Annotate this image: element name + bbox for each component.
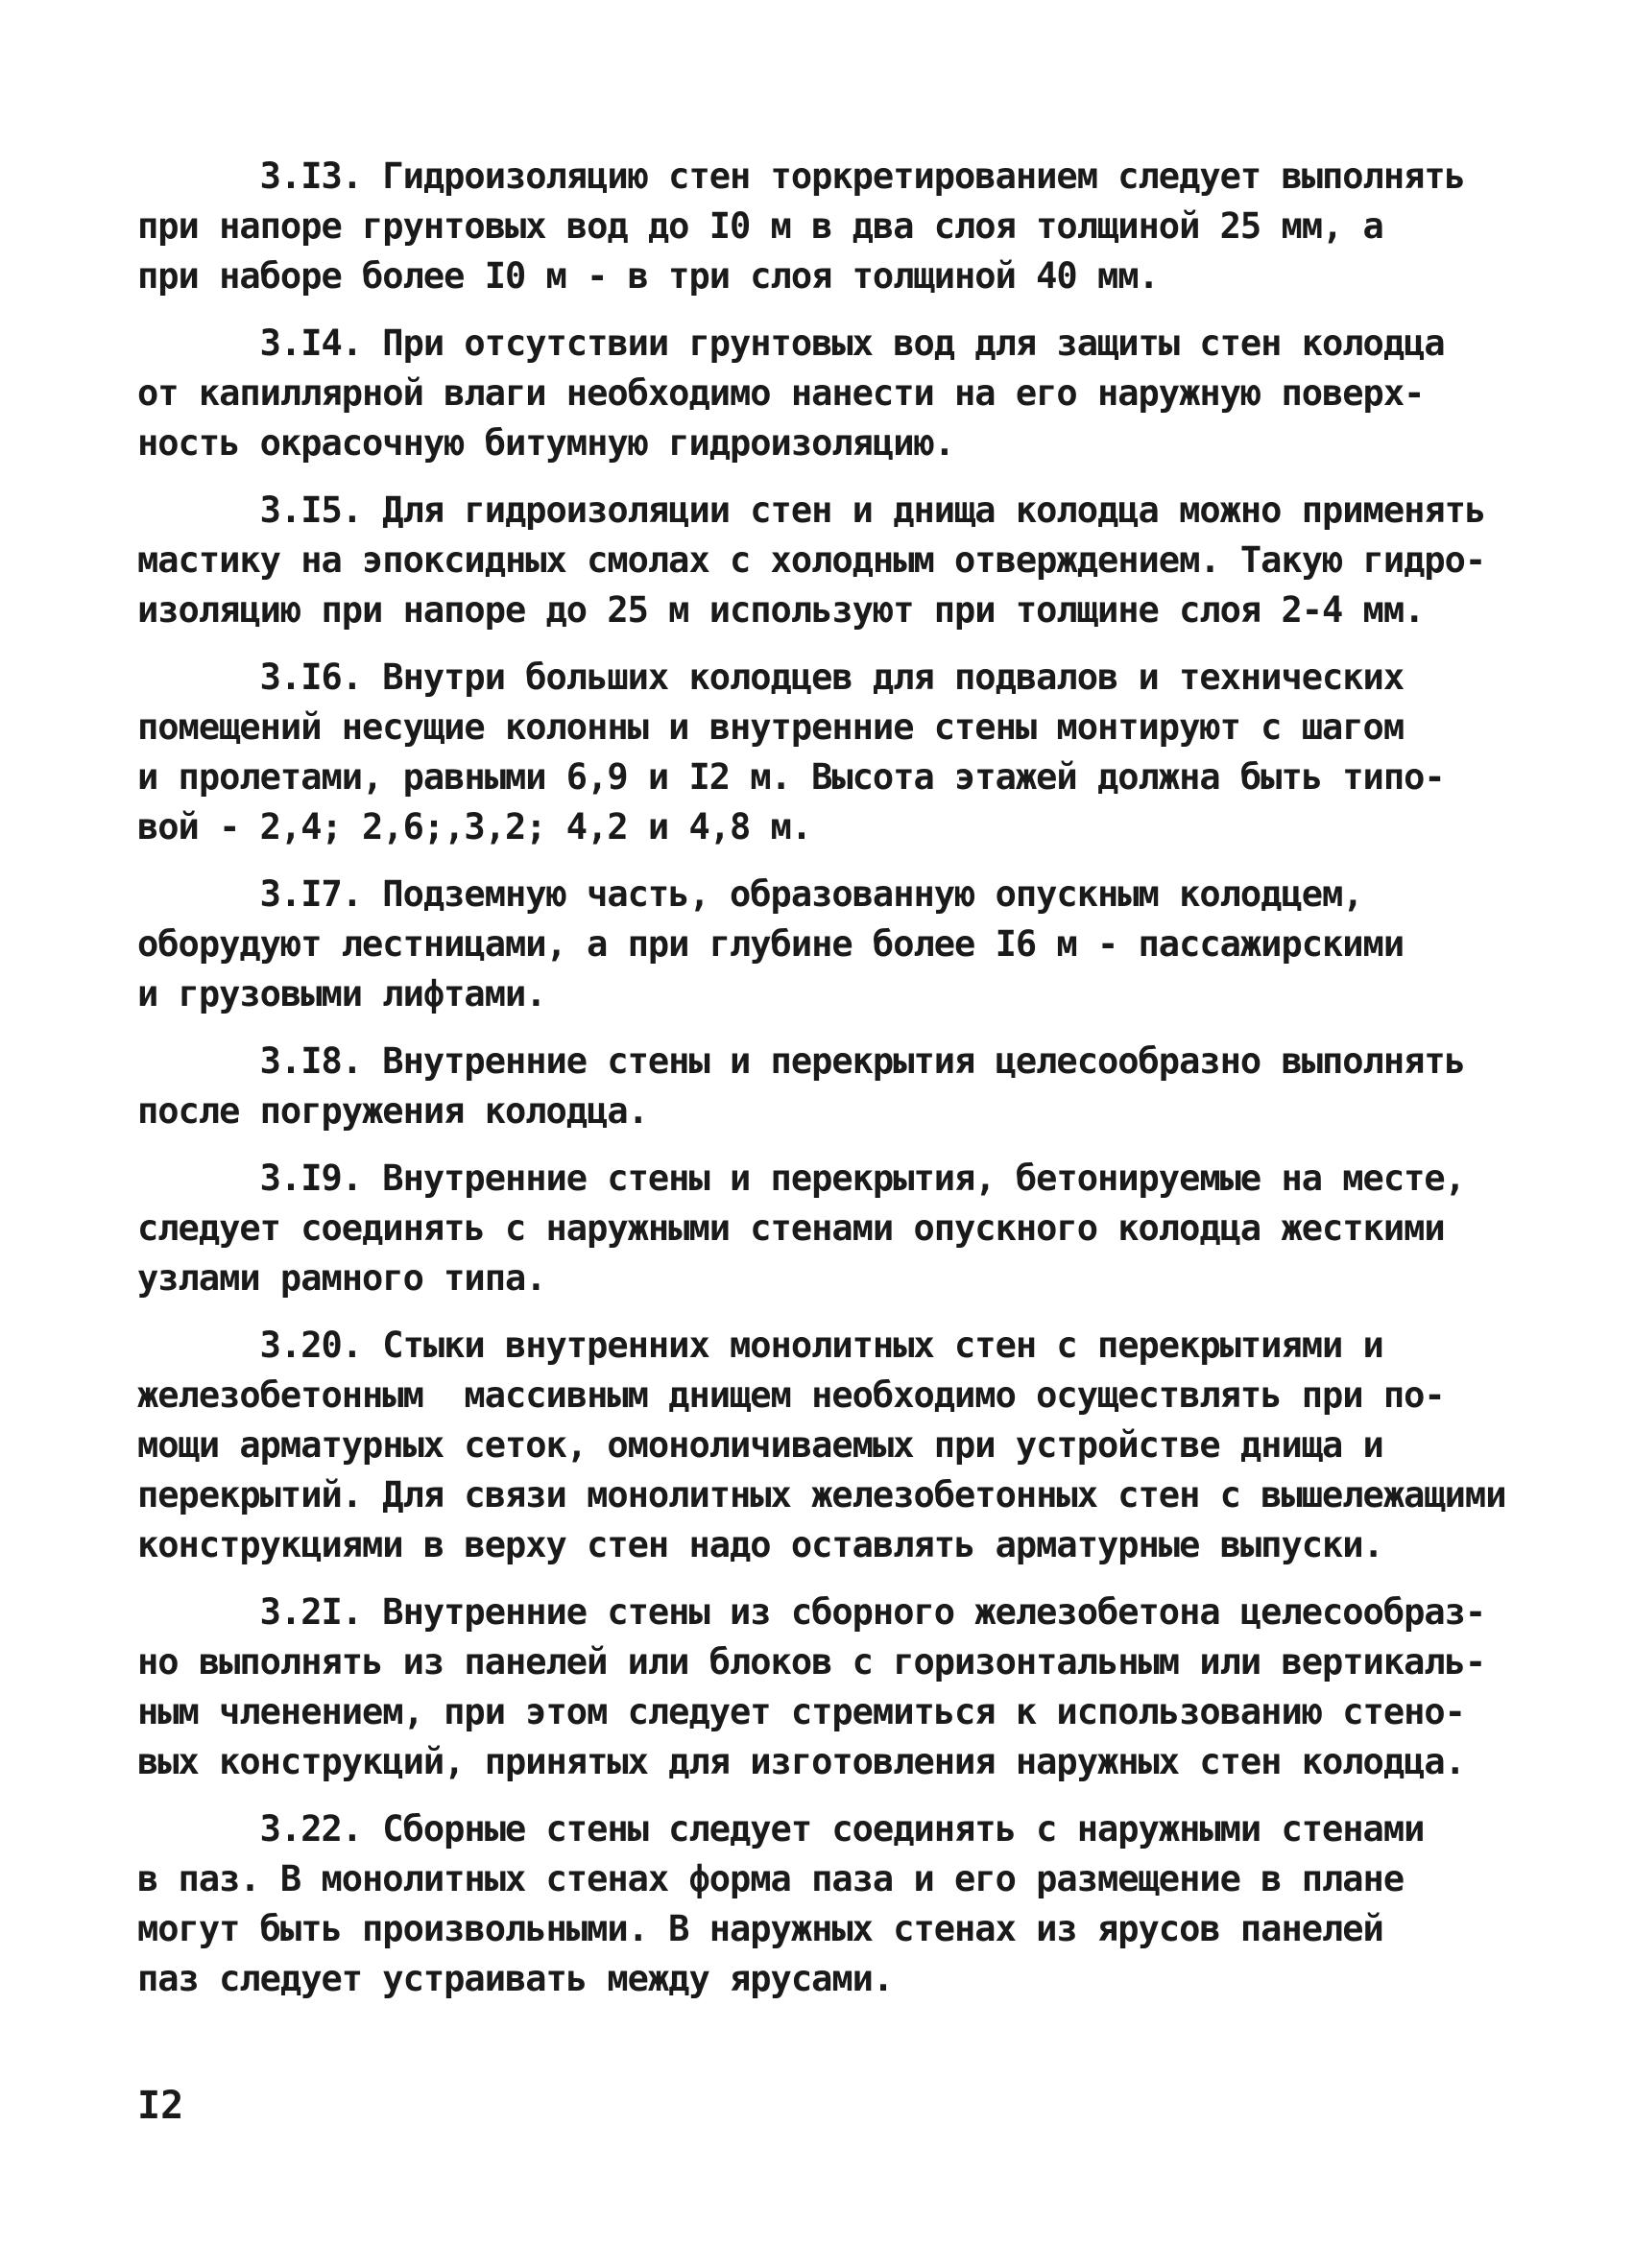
text-line: ность окрасочную битумную гидроизоляцию. — [137, 422, 955, 464]
text-line: при наборе более I0 м - в три слоя толщиной 40 мм. — [137, 255, 1159, 297]
text-line: и грузовыми лифтами. — [137, 973, 546, 1015]
text-line: 3.I7. Подземную часть, образованную опускным колодцем, — [137, 873, 1363, 915]
text-line: конструкциями в верху стен надо оставлять арматурные выпуски. — [137, 1524, 1383, 1565]
text-line: от капиллярной влаги необходимо нанести на его наружную поверх- — [137, 372, 1425, 414]
text-line: и пролетами, равными 6,9 и I2 м. Высота этажей должна быть типо- — [137, 756, 1445, 798]
text-line: 3.22. Сборные стены следует соединять с наружными стенами — [137, 1808, 1425, 1850]
text-line: 3.I5. Для гидроизоляции стен и днища колодца можно применять — [137, 489, 1486, 531]
text-line: паз следует устраивать между ярусами. — [137, 1958, 894, 1999]
text-line: узлами рамного типа. — [137, 1257, 546, 1299]
text-line: после погружения колодца. — [137, 1090, 648, 1132]
text-line: вой - 2,4; 2,6;,3,2; 4,2 и 4,8 м. — [137, 806, 812, 848]
text-line: мощи арматурных сеток, омоноличиваемых при устройстве днища и — [137, 1424, 1383, 1466]
text-line: мастику на эпоксидных смолах с холодным отверждением. Такую гидро- — [137, 539, 1486, 581]
text-line: изоляцию при напоре до 25 м используют при толщине слоя 2-4 мм. — [137, 589, 1425, 631]
text-line: помещений несущие колонны и внутренние стены монтируют с шагом — [137, 706, 1405, 748]
text-line: 3.20. Стыки внутренних монолитных стен с перекрытиями и — [137, 1325, 1383, 1366]
text-line: железобетонным массивным днищем необходимо осуществлять при по- — [137, 1374, 1445, 1416]
page-number: I2 — [137, 2084, 184, 2128]
text-line: вых конструкций, принятых для изготовления наружных стен колодца. — [137, 1741, 1465, 1782]
text-line: при напоре грунтовых вод до I0 м в два слоя толщиной 25 мм, а — [137, 205, 1383, 247]
text-line: могут быть произвольными. В наружных стенах из ярусов панелей — [137, 1908, 1383, 1949]
text-line: 3.I8. Внутренние стены и перекрытия целесообразно выполнять — [137, 1040, 1465, 1082]
text-line: ным членением, при этом следует стремиться к использованию стено- — [137, 1691, 1465, 1732]
text-line: перекрытий. Для связи монолитных железобетонных стен с вышележащими — [137, 1474, 1506, 1516]
text-line: оборудуют лестницами, а при глубине более I6 м - пассажирскими — [137, 923, 1405, 965]
text-line: 3.I6. Внутри больших колодцев для подвалов и технических — [137, 657, 1405, 698]
text-line: 3.2I. Внутренние стены из сборного железобетона целесообраз- — [137, 1591, 1486, 1633]
text-line: следует соединять с наружными стенами опускного колодца жесткими — [137, 1207, 1445, 1249]
text-line: но выполнять из панелей или блоков с горизонтальным или вертикаль- — [137, 1641, 1486, 1683]
text-line: 3.I4. При отсутствии грунтовых вод для защиты стен колодца — [137, 322, 1445, 364]
text-line: 3.I3. Гидроизоляцию стен торкретированием следует выполнять — [137, 155, 1465, 197]
text-line: 3.I9. Внутренние стены и перекрытия, бетонируемые на месте, — [137, 1158, 1465, 1199]
text-line: в паз. В монолитных стенах форма паза и его размещение в плане — [137, 1858, 1405, 1899]
